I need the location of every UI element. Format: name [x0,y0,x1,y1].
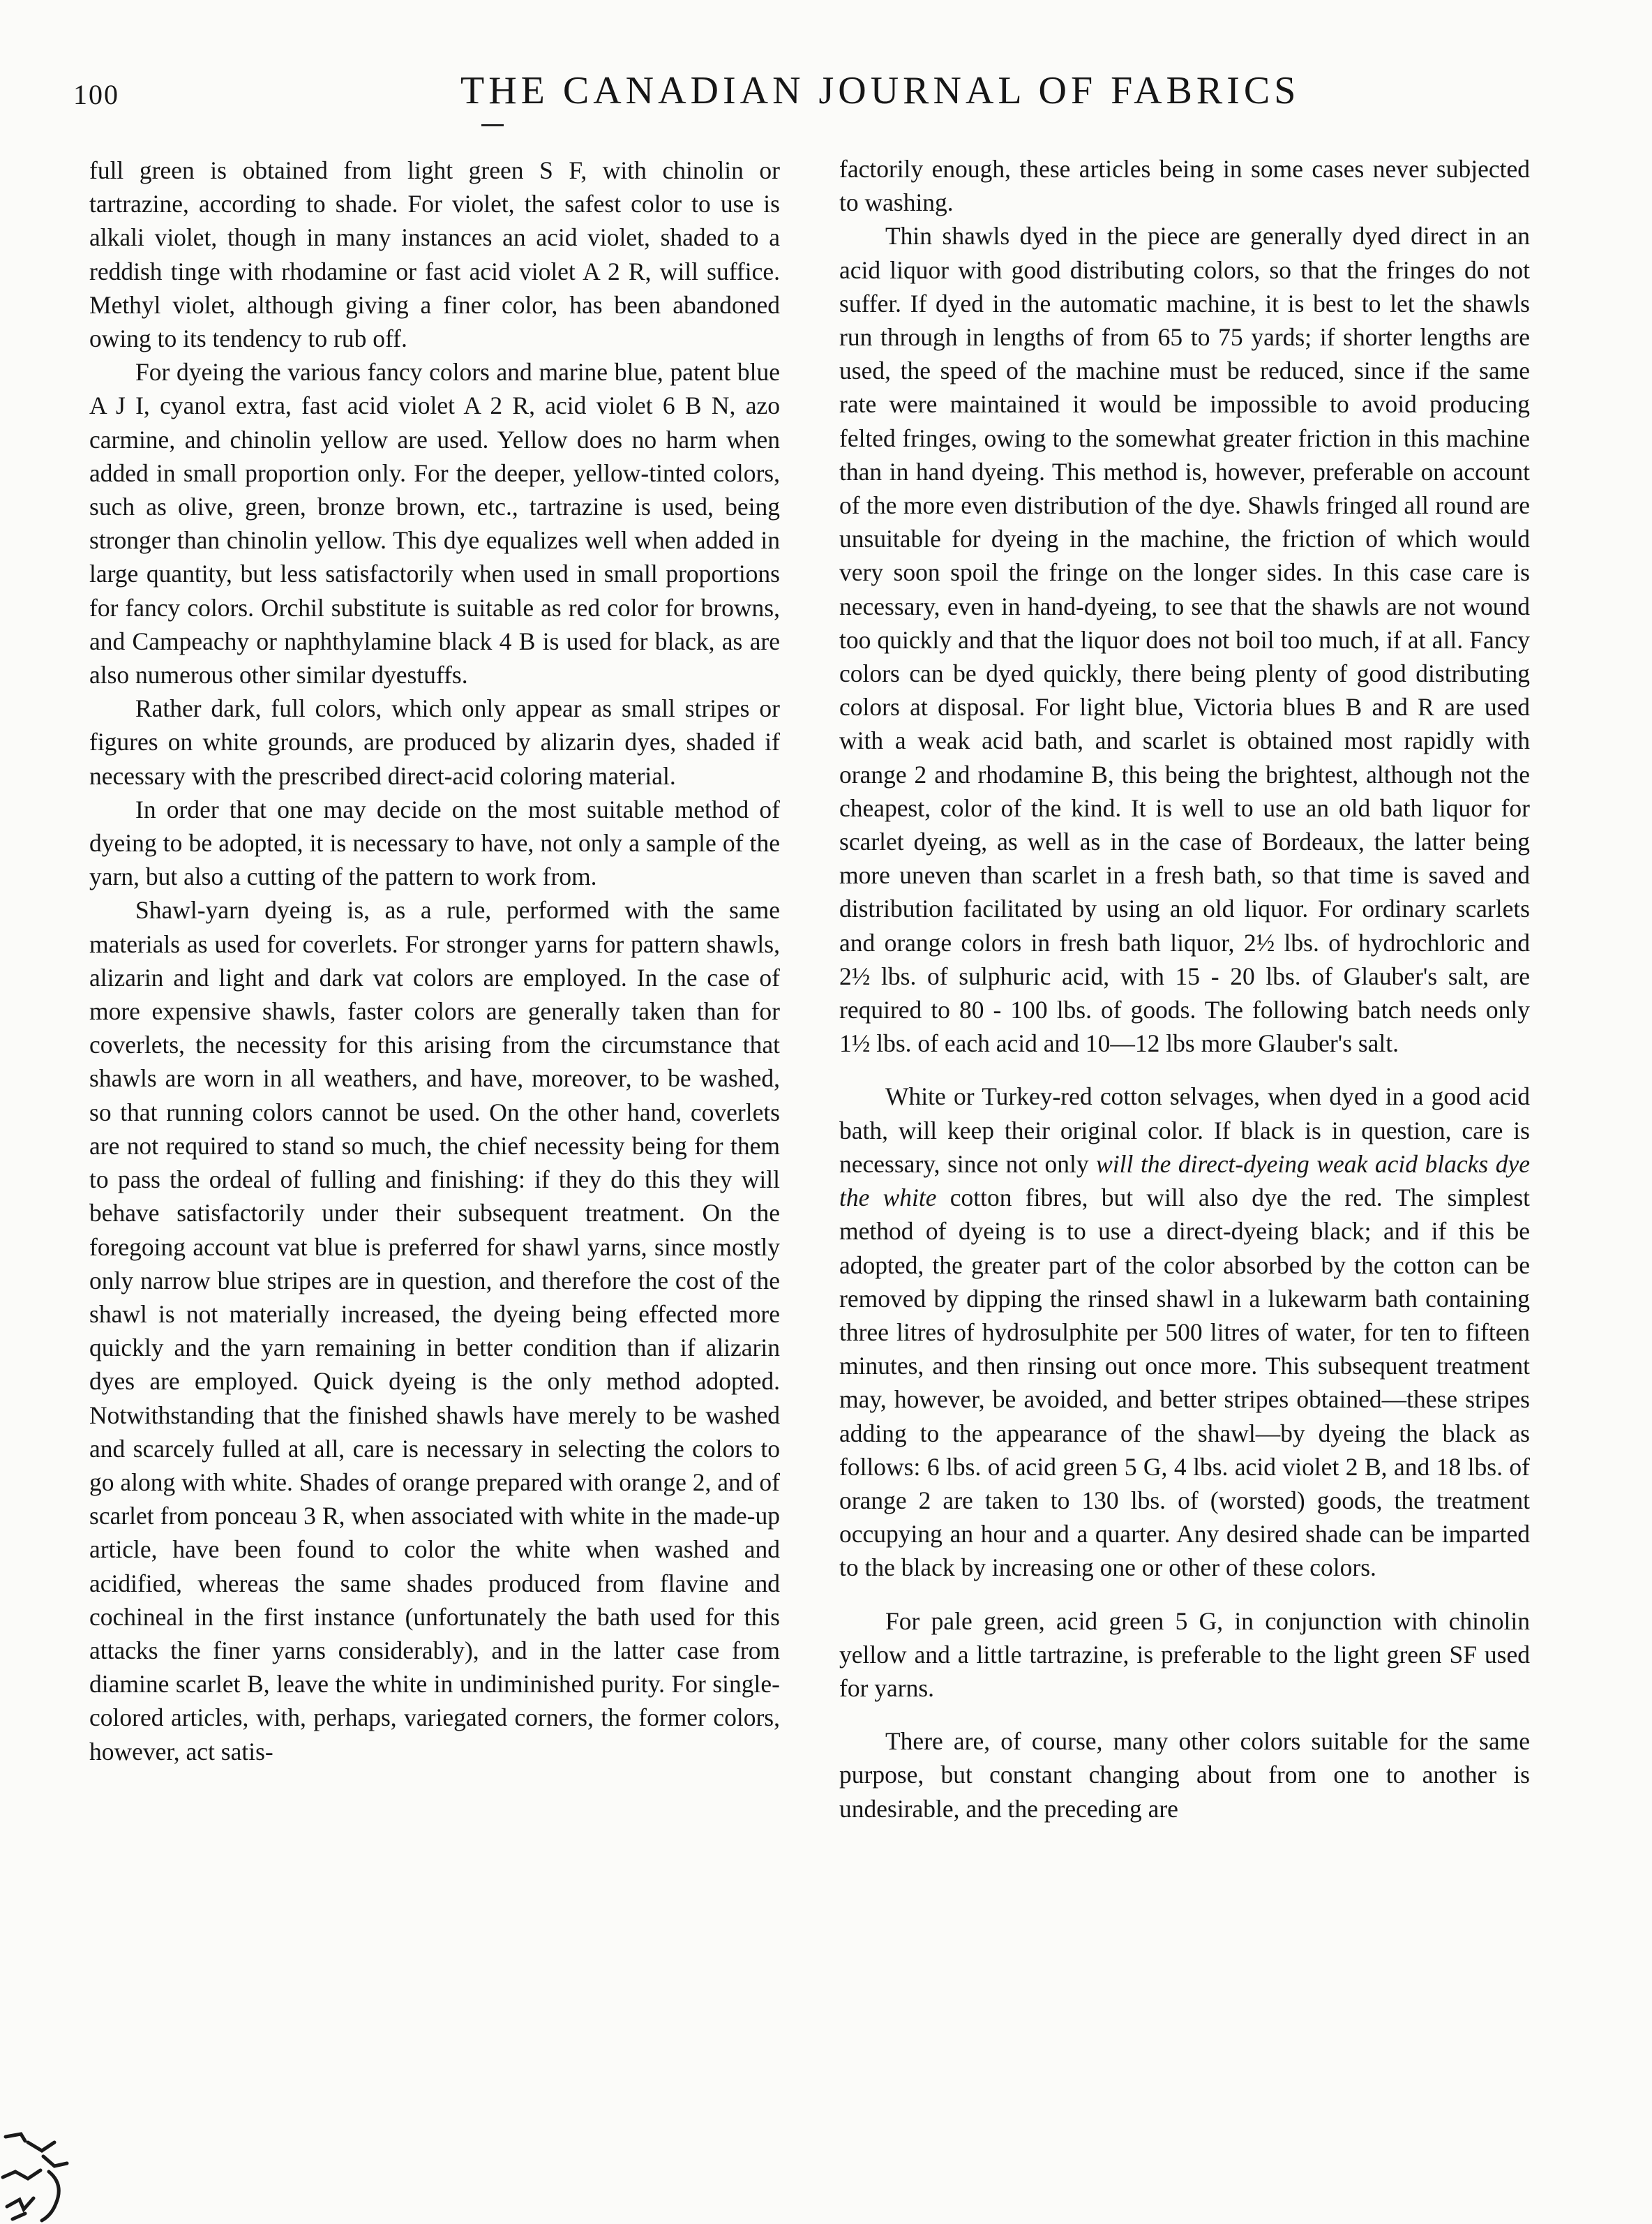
paragraph: Shawl-yarn dyeing is, as a rule, performed with the same materials as used for coverlets. For stronger yarns for pattern shawls, alizarin and light and dark vat colors are employed. In the case of more expensive shawls, faster colors are generally taken than for coverlets, the necessity for this arising from the circumstance that shawls are worn in all weathers, and have, moreover, to be washed, so that running colors cannot be used. On the other hand, coverlets are not required to stand so much, the chief necessity being for them to pass the ordeal of fulling and finishing: if they do this they will behave satisfactorily under their subsequent treatment. On the foregoing account vat blue is preferred for shawl yarns, since mostly only narrow blue stripes are in question, and therefore the cost of the shawl is not materially increased, the dyeing being effected more quickly and the yarn remaining in better condition than if alizarin dyes are employed. Quick dyeing is the only method adopted. Notwithstanding that the finished shawls have merely to be washed and scarcely fulled at all, care is necessary in selecting the colors to go along with white. Shades of orange prepared with orange 2, and of scarlet from ponceau 3 R, when associated with white in the made-up article, have been found to color the white when washed and acidified, whereas the same shades produced from flavine and cochineal in the first instance (unfortunately the bath used for this attacks the finer yarns considerably), and in the latter case from diamine scarlet B, leave the white in undiminished purity. For single-colored articles, with, perhaps, variegated corners, the former colors, however, act satis- [89,896,780,1766]
paragraph: Rather dark, full colors, which only appear as small stripes or figures on white grounds, are produced by alizarin dyes, shaded if necessary with the prescribed direct-acid coloring material. [89,694,780,790]
paragraph [839,1080,1530,1584]
paragraph: full green is obtained from light green S F, with chinolin or tartrazine, according to shade. For violet, the safest color to use is alkali violet, though in many instances an acid violet, shaded to a reddish tinge with rhodamine or fast acid violet A 2 R, will suffice. Methyl violet, although giving a finer color, has been abandoned owing to its tendency to rub off. [89,156,780,353]
paragraph: For dyeing the various fancy colors and marine blue, patent blue A J I, cyanol extra, fast acid violet A 2 R, acid violet 6 B N, azo carmine, and chinolin yellow are used. Yellow does no harm when added in small proportion only. For the deeper, yellow-tinted colors, such as olive, green, bronze brown, etc., tartrazine is used, being stronger than chinolin yellow. This dye equalizes well when added in large quantity, but less satisfactorily when used in small proportions for fancy colors. Orchil substitute is suitable as red color for browns, and Campeachy or naphthylamine black 4 B is used for black, as are also numerous other similar dyestuffs. [89,358,780,689]
paragraph-text: White or Turkey-red cotton selvages, when dyed in a good acid bath, will keep their original color. If black is in question, care is necessary, since not only [839,1082,1530,1178]
paragraph: In order that one may decide on the most suitable method of dyeing to be adopted, it is necessary to have, not only a sample of the yarn, but also a cutting of the pattern to work from. [89,795,780,891]
paragraph: factorily enough, these articles being in some cases never subjected to washing. [839,155,1530,217]
ink-scrawl-icon [0,2121,91,2224]
paragraph: Thin shawls dyed in the piece are generally dyed direct in an acid liquor with good distributing colors, so that the fringes do not suffer. If dyed in the automatic machine, it is best to let the shawls run through in lengths of from 65 to 75 yards; if shorter lengths are used, the speed of the machine must be reduced, since if the same rate were maintained it would be impossible to avoid producing felted fringes, owing to the somewhat greater friction in this machine than in hand dyeing. This method is, however, preferable on account of the more even distribution of the dye. Shawls fringed all round are unsuitable for dyeing in the machine, the friction of which would very soon spoil the fringe on the longer sides. In this case care is necessary, even in hand-dyeing, to see that the shawls are not wound too quickly and that the liquor does not boil too much, if at all. Fancy colors can be dyed quickly, there being plenty of good distributing colors at disposal. For light blue, Victoria blues B and R are used with a weak acid bath, and scarlet is obtained most rapidly with orange 2 and rhodamine B, this being the brightest, although not the cheapest, color of the kind. It is well to use an old bath liquor for scarlet dyeing, as well as in the case of Bordeaux, the latter being more uneven than scarlet in a fresh bath, so that time is saved and distribution facilitated by using an old liquor. For ordinary scarlets and orange colors in fresh bath liquor, 2½ lbs. of hydrochloric and 2½ lbs. of sulphuric acid, with 15 - 20 lbs. of Glauber's salt, are required to 80 - 100 lbs. of goods. The following batch needs only 1½ lbs. of each acid and 10—12 lbs more Glauber's salt. [839,222,1530,1058]
paragraph-text: cotton fibres, but will also dye the red. The simplest method of dyeing is to use a direct-dyeing black; and if this be adopted, the greater part of the color absorbed by the cotton can be removed by dipping the rinsed shawl in a lukewarm bath containing three litres of hydrosulphite per 500 litres of water, for ten to fifteen minutes, and then rinsing out once more. This subsequent treatment may, however, be avoided, and better stripes obtained—these stripes adding to the appearance of the shawl—by dyeing the black as follows: 6 lbs. of acid green 5 G, 4 lbs. acid violet 2 B, and 18 lbs. of orange 2 are taken to 130 lbs. of (worsted) goods, the treatment occupying an hour and a quarter. Any desired shade can be imparted to the black by increasing one or other of these colors. [839,1184,1531,1582]
page-header [0,0,1652,133]
right-column [839,152,1530,1826]
page-number: 100 [73,79,119,110]
left-column [89,154,780,1768]
header-rule [481,124,504,126]
paragraph: There are, of course, many other colors suitable for the same purpose, but constant changing about from one to another is undesirable, and the preceding are [839,1727,1530,1823]
running-title: THE CANADIAN JOURNAL OF FABRICS [460,69,1300,112]
paragraph: For pale green, acid green 5 G, in conjunction with chinolin yellow and a little tartrazine, is preferable to the light green SF used for yarns. [839,1606,1530,1702]
italic-phrase: will the direct-dyeing weak acid blacks dye the white [839,1149,1530,1212]
